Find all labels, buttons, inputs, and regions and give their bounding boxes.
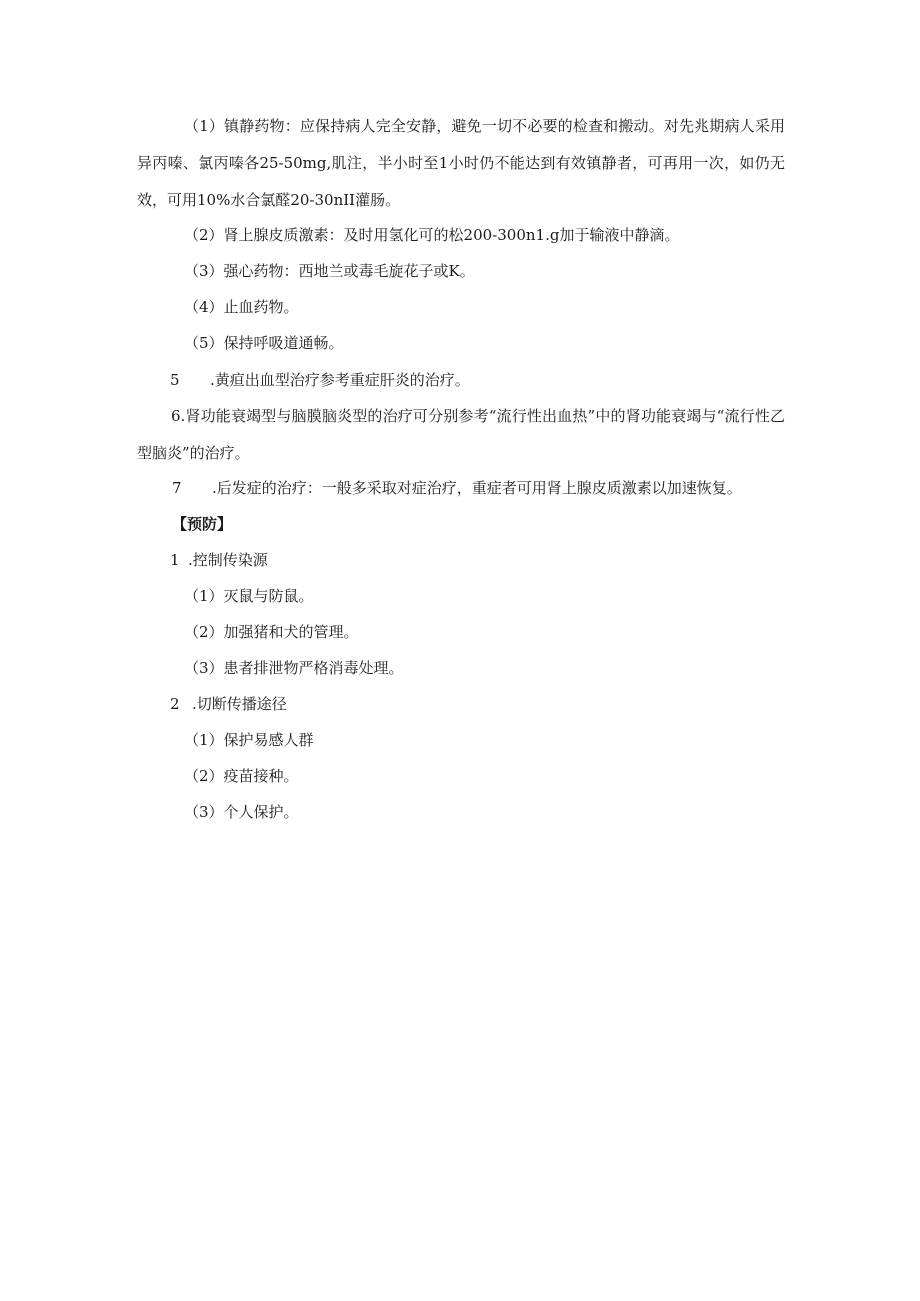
paragraph-protect-susceptible: （1）保护易感人群 [184, 731, 314, 749]
item-number: 2 [170, 695, 180, 713]
item-number: 1 [170, 551, 180, 569]
paragraph-personal-protection: （3）个人保护。 [184, 803, 299, 821]
item-text: .黄疸出血型治疗参考重症肝炎的治疗。 [210, 371, 470, 389]
item-text: .切断传播途径 [192, 695, 287, 713]
item-jaundice-treatment [170, 362, 818, 399]
item-control-source [170, 542, 818, 579]
item-text: .后发症的治疗：一般多采取对症治疗，重症者可用肾上腺皮质激素以加速恢复。 [212, 479, 742, 497]
item-text: .控制传染源 [188, 551, 268, 569]
paragraph-livestock-management: （2）加强猪和犬的管理。 [184, 623, 359, 641]
item-cut-transmission [170, 686, 818, 723]
item-number: 7 [172, 479, 182, 497]
paragraph-sedative: （1）镇静药物：应保持病人完全安静，避免一切不必要的检查和搬动。对先兆期病人采用异丙嗪、氯丙嗪各25-50mg,肌注，半小时至1小时仍不能达到有效镇静者，可再用一次，如仍无效，可用10%水合氯醛20-30nII灌肠。 [137, 117, 785, 209]
paragraph-corticosteroid: （2）肾上腺皮质激素：及时用氢化可的松200-300n1.g加于输液中静滴。 [184, 226, 680, 244]
paragraph-vaccination: （2）疫苗接种。 [184, 767, 299, 785]
item-sequelae-treatment [172, 470, 820, 507]
paragraph-airway: （5）保持呼吸道通畅。 [184, 334, 344, 352]
item-renal-meningitis-treatment: 6.肾功能衰竭型与脑膜脑炎型的治疗可分别参考“流行性出血热”中的肾功能衰竭与“流行性乙型脑炎”的治疗。 [137, 407, 785, 462]
paragraph-rodent-control: （1）灭鼠与防鼠。 [184, 587, 314, 605]
paragraph-excreta-disinfection: （3）患者排泄物严格消毒处理。 [184, 659, 404, 677]
paragraph-cardiac-drugs: （3）强心药物：西地兰或毒毛旋花子或K。 [184, 262, 475, 280]
paragraph-hemostatic: （4）止血药物。 [184, 298, 299, 316]
item-number: 5 [170, 371, 180, 389]
section-heading-prevention: 【预防】 [172, 515, 233, 533]
